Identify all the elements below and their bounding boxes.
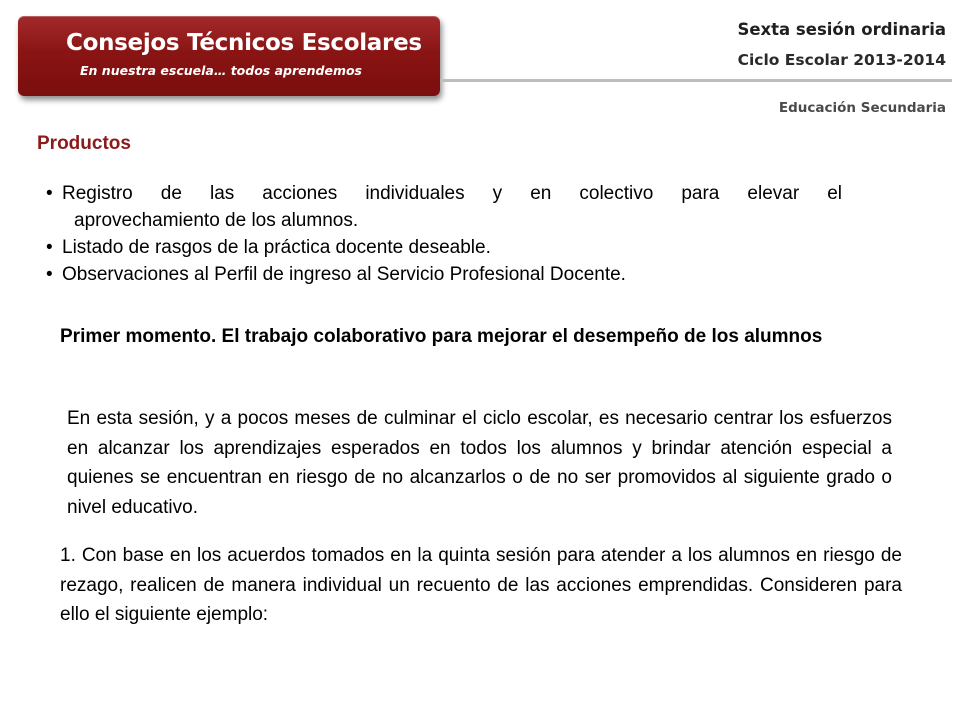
list-item-text: Observaciones al Perfil de ingreso al Servicio Profesional Docente. [62,264,626,285]
session-label: Sexta sesión ordinaria [737,20,946,39]
header-divider [440,79,952,82]
bullet-icon: • [46,237,53,258]
moment-heading: Primer momento. El trabajo colaborativo para mejorar el desempeño de los alumnos [60,326,823,347]
program-banner [18,16,440,96]
list-item-text-continuation: aprovechamiento de los alumnos. [74,210,359,231]
list-item [46,180,842,234]
list-item-text: Registro de las acciones individuales y en colectivo para elevar el [62,183,842,204]
program-title: Consejos Técnicos Escolares [66,30,422,56]
education-level-label: Educación Secundaria [778,100,946,116]
products-heading: Productos [37,133,131,154]
list-item [46,261,842,288]
bullet-icon: • [46,183,53,204]
products-list [46,180,842,288]
list-item-text: Listado de rasgos de la práctica docente deseable. [62,237,491,258]
moment-paragraph: En esta sesión, y a pocos meses de culminar el ciclo escolar, es necesario centrar los esfuerzos en alcanzar los aprendizajes esperados en todos los alumnos y brindar atención especial a quienes se encuentran en riesgo de no alcanzarlos o de no ser promovidos al siguiente grado o nivel educativo. [67,408,892,518]
bullet-icon: • [46,264,53,285]
program-slogan: En nuestra escuela… todos aprendemos [80,63,363,78]
school-year-label: Ciclo Escolar 2013-2014 [737,51,946,69]
instruction-step-1: 1. Con base en los acuerdos tomados en la quinta sesión para atender a los alumnos en riesgo de rezago, realicen de manera individual un recuento de las acciones emprendidas. Consideren para ello el siguiente ejemplo: [60,545,902,625]
list-item [46,234,842,261]
